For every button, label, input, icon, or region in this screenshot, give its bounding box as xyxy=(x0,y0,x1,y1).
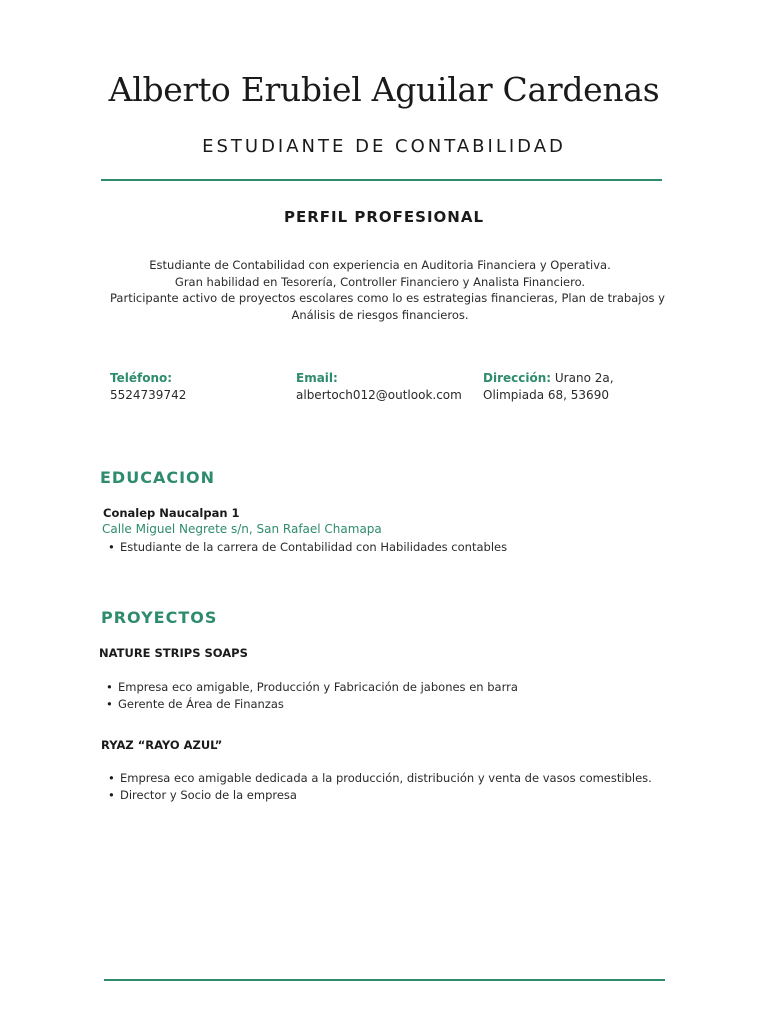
email-value[interactable]: albertoch012@outlook.com xyxy=(296,387,462,402)
list-item: • Director y Socio de la empresa xyxy=(105,787,652,804)
address-label: Dirección: xyxy=(483,371,552,385)
education-location: Calle Miguel Negrete s/n, San Rafael Chamapa xyxy=(102,522,382,536)
resume-title: ESTUDIANTE DE CONTABILIDAD xyxy=(202,136,566,157)
phone-label: Teléfono: xyxy=(110,371,173,385)
projects-heading: PROYECTOS xyxy=(101,608,218,627)
project-title: NATURE STRIPS SOAPS xyxy=(99,646,248,660)
project-bullets xyxy=(105,770,652,803)
list-item: • Empresa eco amigable dedicada a la producción, distribución y venta de vasos comestibles. xyxy=(105,770,652,787)
contact-address xyxy=(483,370,633,403)
email-label: Email: xyxy=(296,371,338,385)
list-item: • Empresa eco amigable, Producción y Fabricación de jabones en barra xyxy=(103,679,518,696)
profile-line: Participante activo de proyectos escolares como lo es estrategias financieras, Plan de trabajos y xyxy=(110,291,665,305)
address-line2: Olimpiada 68, 53690 xyxy=(483,387,609,402)
profile-heading: PERFIL PROFESIONAL xyxy=(283,208,485,226)
phone-value: 5524739742 xyxy=(110,387,187,402)
resume-name: Alberto Erubiel Aguilar Cardenas xyxy=(108,70,660,109)
education-school: Conalep Naucalpan 1 xyxy=(103,506,240,520)
profile-line: Estudiante de Contabilidad con experiencia en Auditoria Financiera y Operativa. xyxy=(149,258,611,272)
list-item: • Estudiante de la carrera de Contabilidad con Habilidades contables xyxy=(105,539,507,556)
contact-phone xyxy=(110,370,280,403)
profile-line: Gran habilidad en Tesorería, Controller Financiero y Analista Financiero. xyxy=(174,274,586,289)
header-divider xyxy=(101,179,662,181)
education-bullets xyxy=(105,539,507,556)
list-item: • Gerente de Área de Finanzas xyxy=(103,696,518,713)
project-title: RYAZ “RAYO AZUL” xyxy=(101,738,223,752)
education-heading: EDUCACION xyxy=(100,468,216,487)
project-bullets xyxy=(103,679,518,712)
footer-divider xyxy=(104,979,665,981)
address-line1: Urano 2a, xyxy=(554,371,614,385)
contact-email xyxy=(296,370,476,403)
profile-line: Análisis de riesgos financieros. xyxy=(291,307,469,322)
profile-summary xyxy=(110,257,665,323)
